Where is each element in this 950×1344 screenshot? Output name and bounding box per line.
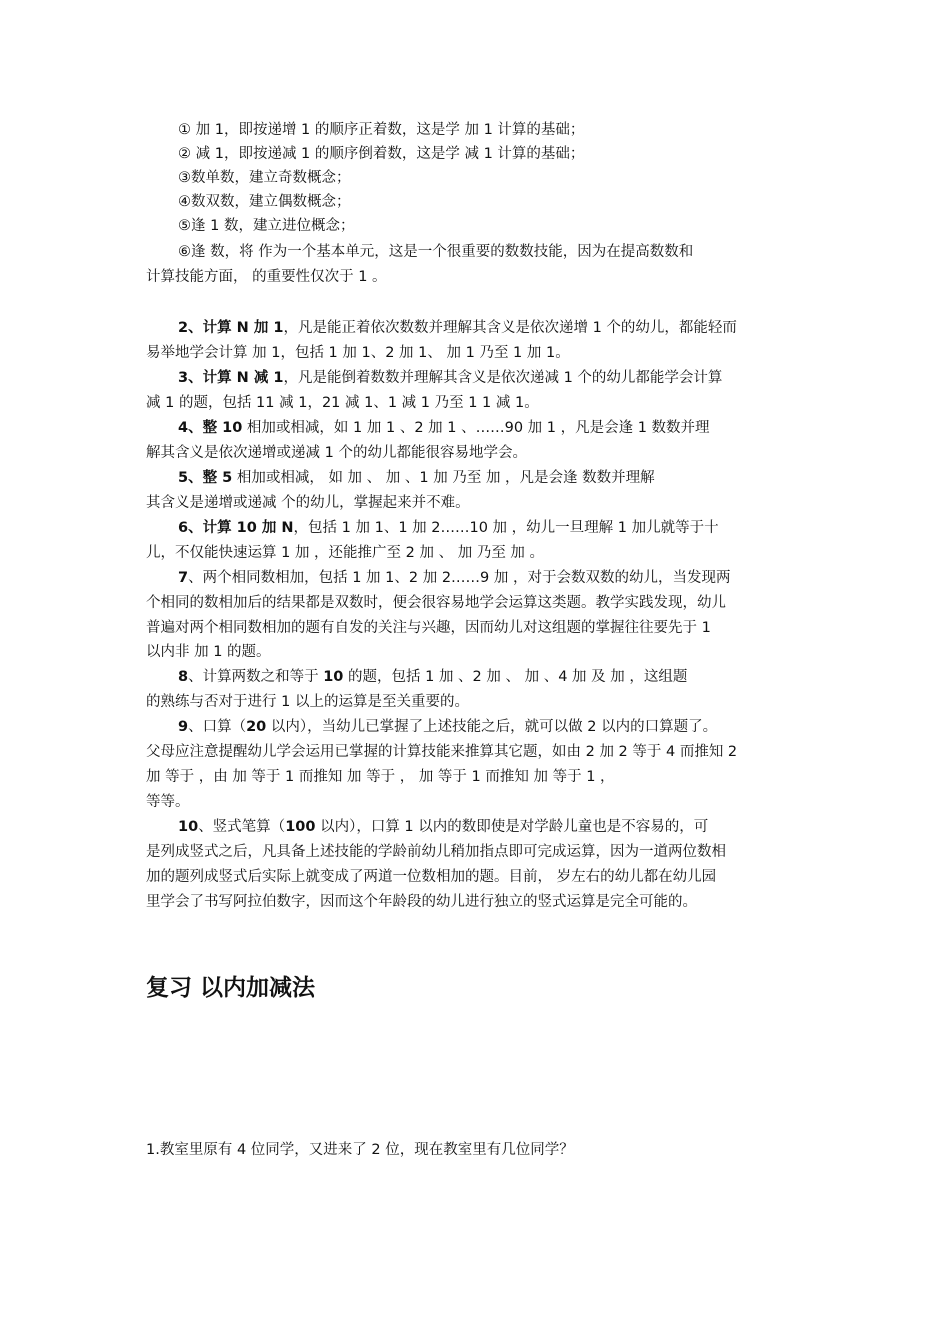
item-8-number: 8	[178, 669, 189, 685]
item-8-text-2: 的题，包括 1 加 、2 加 、 加 、4 加 及 加 ，这组题	[343, 669, 688, 685]
item-5-line-2: 其含义是递增或递减 个的幼儿，掌握起来并不难。	[146, 495, 470, 511]
skill-6-line-2: 计算技能方面， 的重要性仅次于 1 。	[146, 269, 387, 285]
item-9-number: 9	[178, 719, 189, 735]
item-10-number: 10	[178, 819, 199, 835]
item-9-limit: 20	[246, 719, 267, 735]
skill-6-line-1: ⑥逢 数，将 作为一个基本单元，这是一个很重要的数数技能，因为在提高数数和	[178, 244, 694, 260]
item-7-line-1	[178, 566, 730, 590]
item-9-text: 、口算（	[188, 719, 247, 735]
item-3-line-1	[178, 366, 722, 390]
item-10-line-2: 是列成竖式之后，凡具备上述技能的学龄前幼儿稍加指点即可完成运算，因为一道两位数相	[146, 844, 726, 860]
item-7-line-3: 普遍对两个相同数相加的题有自发的关注与兴趣，因而幼儿对这组题的掌握往往要先于 1	[146, 620, 711, 636]
item-10-limit: 100	[285, 819, 316, 835]
skill-4: ④数双数，建立偶数概念；	[178, 194, 351, 210]
item-7-number: 7	[178, 570, 189, 586]
item-8-line-1	[178, 665, 687, 689]
item-2-line-2: 易举地学会计算 加 1，包括 1 加 1、2 加 1、 加 1 乃至 1 加 1。	[146, 345, 570, 361]
item-5-line-1	[178, 466, 655, 490]
item-7-line-4: 以内非 加 1 的题。	[146, 644, 271, 660]
item-6-text: ，包括 1 加 1、1 加 2……10 加 ，幼儿一旦理解 1 加儿就等于十	[293, 520, 719, 536]
item-3-title: 3、计算 N 减 1	[178, 370, 284, 386]
item-4-line-1	[178, 416, 710, 440]
item-2-text: ，凡是能正着依次数数并理解其含义是依次递增 1 个的幼儿，都能轻而	[283, 320, 737, 336]
item-7-text: 、两个相同数相加，包括 1 加 1、2 加 2……9 加 ，对于会数双数的幼儿，当发现两	[188, 570, 731, 586]
question-1: 1.教室里原有 4 位同学，又进来了 2 位，现在教室里有几位同学？	[146, 1142, 574, 1158]
item-9-line-2: 父母应注意提醒幼儿学会运用已掌握的计算技能来推算其它题，如由 2 加 2 等于 4 而推知 2	[146, 744, 738, 760]
item-10-line-3: 加的题列成竖式后实际上就变成了两道一位数相加的题。目前， 岁左右的幼儿都在幼儿园	[146, 869, 717, 885]
item-7-line-2: 个相同的数相加后的结果都是双数时，便会很容易地学会运算这类题。教学实践发现，幼儿	[146, 595, 726, 611]
item-8-sum: 10	[323, 669, 344, 685]
item-10-text: 、竖式笔算（	[198, 819, 286, 835]
item-8-text: 、计算两数之和等于	[188, 669, 324, 685]
item-6-line-2: 儿，不仅能快速运算 1 加 ，还能推广至 2 加 、 加 乃至 加 。	[146, 545, 545, 561]
item-9-line-4: 等等。	[146, 794, 190, 810]
item-10-text-2: 以内），口算 1 以内的数即使是对学龄儿童也是不容易的，可	[315, 819, 709, 835]
item-3-text: ，凡是能倒着数数并理解其含义是依次递减 1 个的幼儿都能学会计算	[283, 370, 723, 386]
skill-5: ⑤逢 1 数，建立进位概念；	[178, 218, 355, 234]
item-4-line-2: 解其含义是依次递增或递减 1 个的幼儿都能很容易地学会。	[146, 445, 527, 461]
item-10-line-1	[178, 815, 708, 839]
item-6-line-1	[178, 516, 719, 540]
item-4-title: 4、整 10	[178, 420, 243, 436]
item-9-text-2: 以内），当幼儿已掌握了上述技能之后，就可以做 2 以内的口算题了。	[266, 719, 718, 735]
section-heading: 复习 以内加减法	[146, 975, 316, 1001]
skill-3: ③数单数，建立奇数概念；	[178, 170, 351, 186]
item-2-number: 2	[178, 320, 189, 336]
item-5-text: 相加或相减， 如 加 、 加 、1 加 乃至 加 ，凡是会逢 数数并理解	[232, 470, 655, 486]
item-9-line-1	[178, 715, 717, 739]
item-9-line-3: 加 等于 ，由 加 等于 1 而推知 加 等于 ， 加 等于 1 而推知 加 等于 1 ，	[146, 769, 615, 785]
item-2-title: 、计算 N 加 1	[188, 320, 284, 336]
item-10-line-4: 里学会了书写阿拉伯数字，因而这个年龄段的幼儿进行独立的竖式运算是完全可能的。	[146, 894, 697, 910]
skill-2: ② 减 1，即按递减 1 的顺序倒着数，这是学 减 1 计算的基础；	[178, 146, 585, 162]
item-3-line-2: 减 1 的题，包括 11 减 1，21 减 1、1 减 1 乃至 1 1 减 1。	[146, 395, 539, 411]
item-8-line-2: 的熟练与否对于进行 1 以上的运算是至关重要的。	[146, 694, 469, 710]
item-5-title: 5、整 5	[178, 470, 233, 486]
item-6-title: 6、计算 10 加 N	[178, 520, 294, 536]
skill-1: ① 加 1，即按递增 1 的顺序正着数，这是学 加 1 计算的基础；	[178, 122, 585, 138]
item-2-line-1	[178, 316, 737, 340]
item-4-text: 相加或相减，如 1 加 1 、2 加 1 、……90 加 1 ，凡是会逢 1 数数并理	[242, 420, 710, 436]
